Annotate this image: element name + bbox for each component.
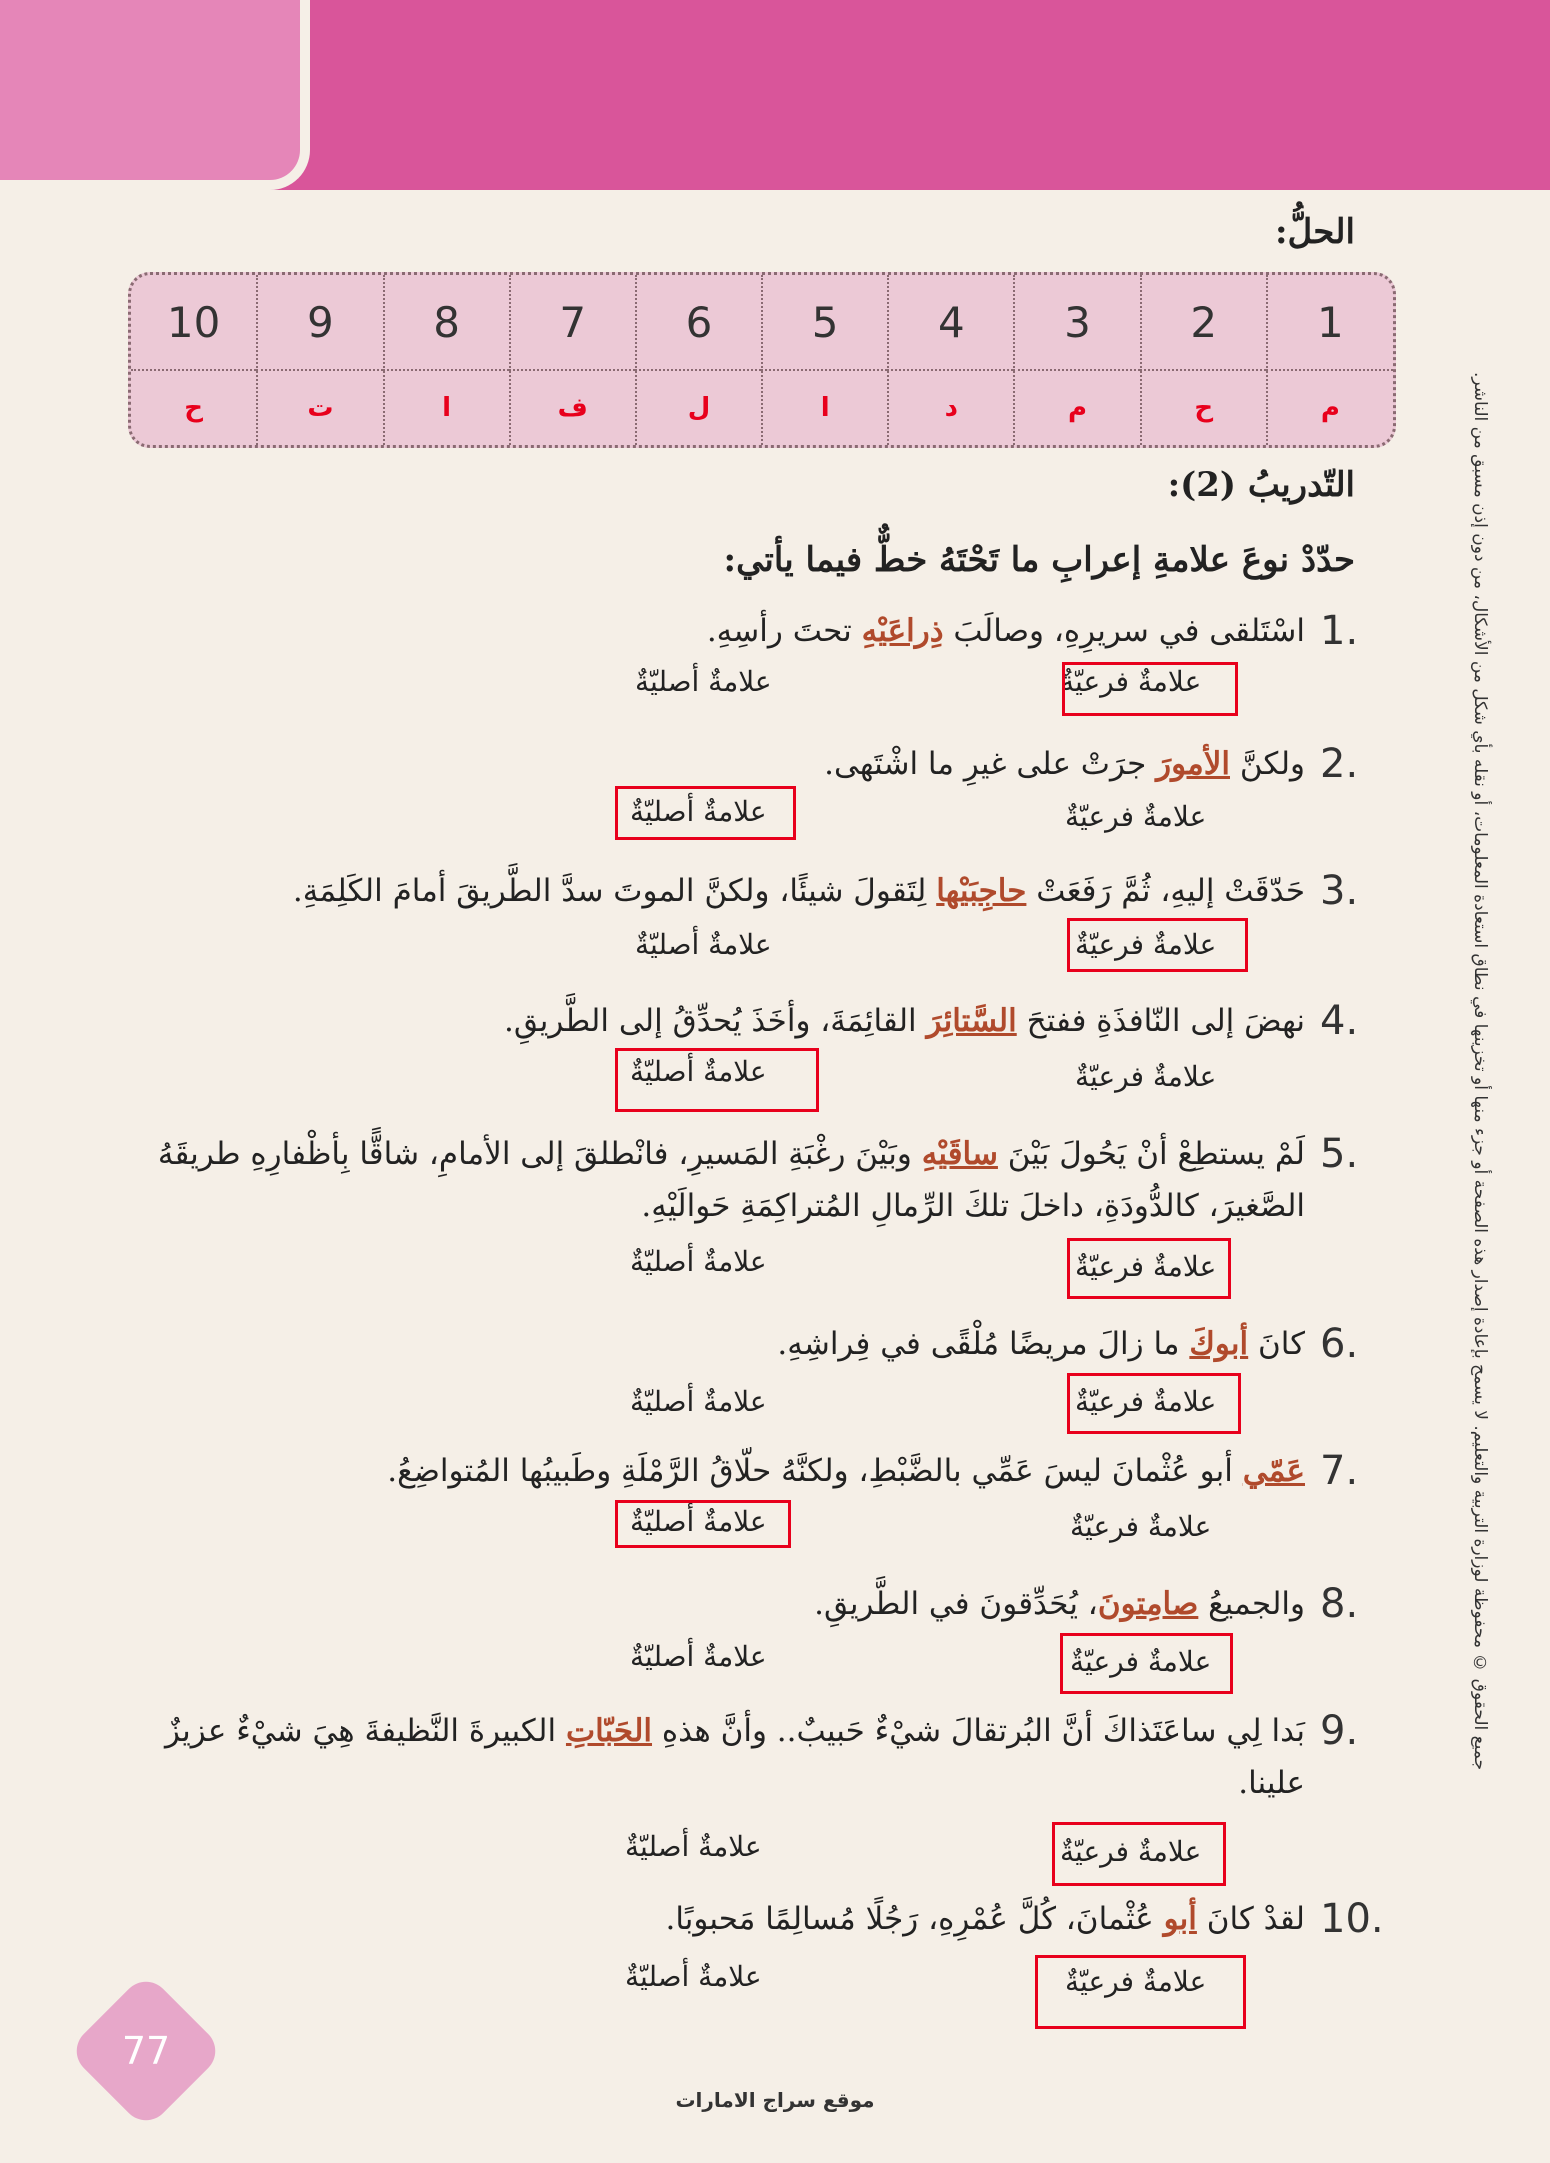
solution-label: الحلُّ:: [1274, 212, 1355, 252]
question-1: 1. اسْتَلقى في سريرِهِ، وصالَبَ ذِراعَيْهِ تحتَ رأسِهِ.: [110, 605, 1390, 657]
option-secondary: علامةٌ فرعيّةٌ: [1060, 665, 1202, 698]
table-answer: ا: [384, 370, 510, 445]
question-6: 6. كانَ أبوكَ ما زالَ مريضًا مُلْقًى في فِراشِهِ.: [110, 1318, 1390, 1370]
option-secondary: علامةٌ فرعيّةٌ: [1065, 1965, 1207, 1998]
underlined-word: عَمّي: [1242, 1453, 1305, 1489]
table-number: 4: [888, 275, 1014, 370]
option-primary: علامةٌ أصليّةٌ: [630, 795, 767, 828]
underlined-word: ذِراعَيْهِ: [861, 613, 944, 649]
option-secondary: علامةٌ فرعيّةٌ: [1070, 1510, 1212, 1543]
table-number: 5: [762, 275, 888, 370]
underlined-word: السَّتائِرَ: [926, 1003, 1017, 1039]
question-number: 2.: [1320, 741, 1359, 787]
selected-answer-box: [1062, 662, 1238, 716]
table-number: 3: [1014, 275, 1140, 370]
question-9: 9. بَدا لِي ساعَتَذاكَ أنَّ البُرتقالَ شيْءٌ حَبيبٌ.. وأنَّ هذهِ الحَبّاتِ الكبيرةَ النَّظيفةَ هِيَ شيْءٌ عزيزٌ علينا.: [110, 1705, 1390, 1809]
question-4: 4. نهضَ إلى النّافذَةِ ففتحَ السَّتائِرَ القائِمَةَ، وأخَذَ يُحدِّقُ إلى الطَّريقِ.: [110, 995, 1390, 1047]
table-answer: م: [1014, 370, 1140, 445]
table-answer: ح: [1141, 370, 1267, 445]
selected-answer-box: [1035, 1955, 1246, 2029]
table-answer: ل: [636, 370, 762, 445]
option-secondary: علامةٌ فرعيّةٌ: [1075, 1385, 1217, 1418]
underlined-word: صامِتونَ: [1097, 1586, 1199, 1622]
table-answer: ح: [184, 393, 204, 423]
option-secondary: علامةٌ فرعيّةٌ: [1070, 1645, 1212, 1678]
question-number: 10.: [1320, 1896, 1384, 1942]
table-answer: ف: [510, 370, 636, 445]
table-number: 6: [636, 275, 762, 370]
option-secondary: علامةٌ فرعيّةٌ: [1060, 1835, 1202, 1868]
page-number: 77: [121, 2029, 171, 2073]
option-primary: علامةٌ أصليّةٌ: [630, 1055, 767, 1088]
selected-answer-box: [1067, 918, 1248, 972]
option-secondary: علامةٌ فرعيّةٌ: [1075, 1060, 1217, 1093]
footer-text: موقع سراج الامارات: [675, 2088, 875, 2112]
question-number: 8.: [1320, 1581, 1359, 1627]
table-number: 10: [131, 275, 257, 370]
option-secondary: علامةٌ فرعيّةٌ: [1075, 928, 1217, 961]
option-primary: علامةٌ أصليّةٌ: [635, 928, 772, 961]
option-primary: علامةٌ أصليّةٌ: [635, 665, 772, 698]
option-primary: علامةٌ أصليّةٌ: [625, 1960, 762, 1993]
option-primary: علامةٌ أصليّةٌ: [625, 1830, 762, 1863]
instruction: حدّدْ نوعَ علامةِ إعرابِ ما تَحْتَهُ خطٌّ فيما يأتي:: [723, 540, 1355, 580]
answer-table: [128, 272, 1396, 448]
question-3: 3. حَدّقَتْ إليهِ، ثُمَّ رَفَعَتْ حاجِبَيْها لِتَقولَ شيئًا، ولكنَّ الموتَ سدَّ الطَّريقَ أمامَ الكَلِمَةِ.: [110, 865, 1390, 917]
underlined-word: أبو: [1163, 1901, 1197, 1937]
underlined-word: الأمورَ: [1156, 746, 1230, 782]
option-secondary: علامةٌ فرعيّةٌ: [1065, 800, 1207, 833]
question-number: 1.: [1320, 608, 1359, 654]
underlined-word: حاجِبَيْها: [936, 873, 1027, 909]
selected-answer-box: [1067, 1373, 1241, 1434]
selected-answer-box: [615, 1500, 791, 1548]
table-number: 8: [384, 275, 510, 370]
question-number: 9.: [1320, 1708, 1359, 1754]
question-10: 10. لقدْ كانَ أبو عُثْمانَ، كُلَّ عُمْرِهِ، رَجُلًا مُسالِمًا مَحبوبًا.: [110, 1893, 1390, 1945]
option-primary: علامةٌ أصليّةٌ: [630, 1385, 767, 1418]
table-number: 2: [1141, 275, 1267, 370]
exercise-title: التّدريبُ (2):: [1167, 465, 1355, 505]
question-2: 2. ولكنَّ الأمورَ جرَتْ على غيرِ ما اشْتَهى.: [110, 738, 1390, 790]
selected-answer-box: [1052, 1822, 1226, 1886]
selected-answer-box: [615, 786, 796, 840]
selected-answer-box: [1060, 1633, 1233, 1694]
question-number: 6.: [1320, 1321, 1359, 1367]
option-primary: علامةٌ أصليّةٌ: [630, 1505, 767, 1538]
option-primary: علامةٌ أصليّةٌ: [630, 1640, 767, 1673]
question-7: 7. عَمّي أبو عُثْمانَ ليسَ عَمِّي بالضَّبْطِ، ولكنَّهُ حلّاقُ الرَّمْلَةِ وطَبيبُها المُتواضِعُ.: [110, 1445, 1390, 1497]
question-number: 7.: [1320, 1448, 1359, 1494]
copyright-note: جميع الحقوق © محفوظة لوزارة التربية والتعليم. لا يسمح بإعادة إصدار هذه الصفحة أو جزء منها أو تخزينها في نطاق استعادة المعلومات، أو نقله بأي شكل من الأشكال، من دون إذن مسبق من الناشر.: [1470, 371, 1490, 1770]
header-tab: [0, 0, 310, 190]
table-answer: ا: [762, 370, 888, 445]
option-secondary: علامةٌ فرعيّةٌ: [1075, 1250, 1217, 1283]
question-5: 5. لَمْ يستطِعْ أنْ يَحُولَ بَيْنَ ساقَيْهِ وبَيْنَ رغْبَةِ المَسيرِ، فانْطلقَ إلى الأمامِ، شاقًّا بِأظْفارِهِ طريقَهُ الصَّغيرَ، كالدُّودَةِ، داخلَ تلكَ الرِّمالِ المُتراكِمَةِ حَوالَيْهِ.: [110, 1128, 1390, 1232]
table-answer: د: [888, 370, 1014, 445]
question-number: 5.: [1320, 1131, 1359, 1177]
question-number: 4.: [1320, 998, 1359, 1044]
table-answer: م: [1267, 370, 1393, 445]
selected-answer-box: [1067, 1238, 1231, 1299]
question-number: 3.: [1320, 868, 1359, 914]
table-number: 1: [1267, 275, 1393, 370]
underlined-word: أبوكَ: [1189, 1326, 1249, 1362]
underlined-word: ساقَيْهِ: [921, 1136, 998, 1172]
option-primary: علامةٌ أصليّةٌ: [630, 1245, 767, 1278]
selected-answer-box: [615, 1048, 819, 1112]
underlined-word: الحَبّاتِ: [565, 1713, 653, 1749]
question-8: 8. والجميعُ صامِتونَ، يُحَدِّقونَ في الطَّريقِ.: [110, 1578, 1390, 1630]
table-number: 9: [257, 275, 383, 370]
table-answer: ت: [257, 370, 383, 445]
table-number: 7: [510, 275, 636, 370]
